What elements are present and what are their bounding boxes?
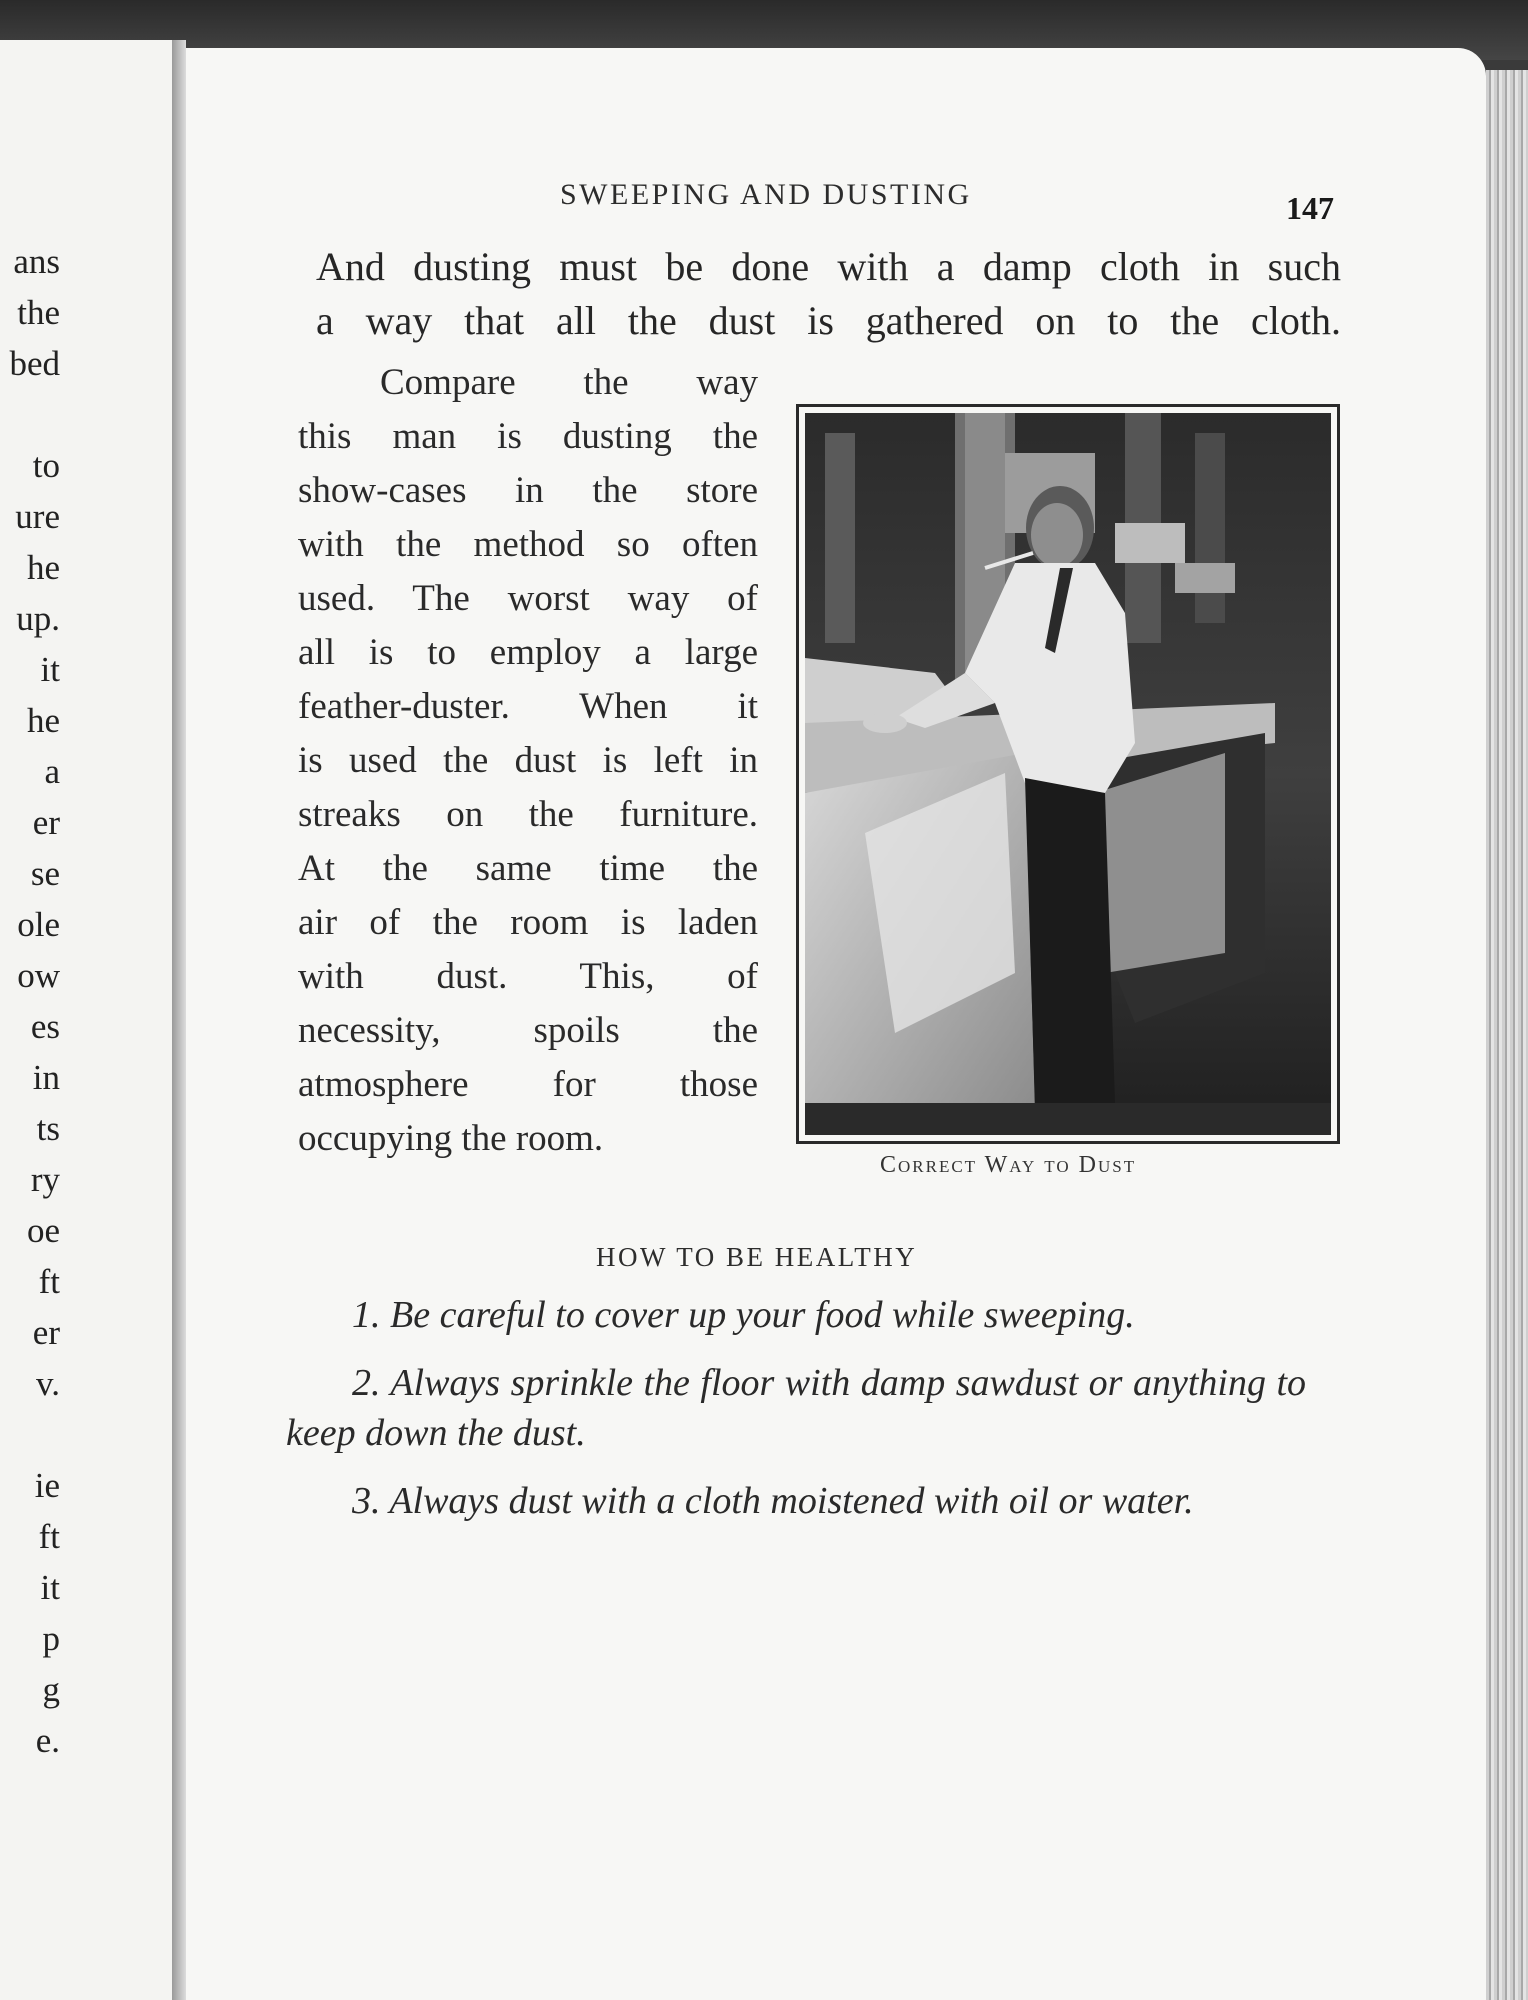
book-gutter [172,40,186,2000]
body-line: with the method so often [298,524,758,565]
facing-page-fragment: bed [9,344,60,383]
facing-page-fragment: ry [30,1160,60,1199]
section-heading: HOW TO BE HEALTHY [596,1242,918,1272]
body-line: atmosphere for those [298,1064,758,1105]
facing-page-fragment: the [17,293,60,332]
facing-page-fragment: ts [36,1109,60,1148]
facing-page-fragment: ans [13,242,60,281]
body-line: all is to employ a large [298,632,758,673]
body-line: air of the room is laden [298,902,758,943]
body-line: At the same time the [298,848,758,889]
page-edges [1486,70,1528,2000]
facing-page-fragment: ure [15,497,60,536]
intro-line: And dusting must be done with a damp cloth in such [316,244,1341,289]
body-line: this man is dusting the [298,416,758,457]
facing-page-fragment: to [32,446,60,485]
body-line: is used the dust is left in [298,740,758,781]
facing-page-fragment: er [32,1313,60,1352]
body-paragraph [298,356,758,1166]
facing-page-fragment: it [40,1568,60,1607]
facing-page-fragment: e. [35,1721,60,1760]
facing-page-fragment: er [32,803,60,842]
facing-page-fragment: in [32,1058,60,1097]
facing-page-fragment: se [30,854,60,893]
page-number: 147 [1286,190,1334,226]
facing-page-fragment: ie [34,1466,60,1505]
health-rule: 1. Be careful to cover up your food while sweeping. [352,1294,1135,1336]
facing-page-fragment: v. [36,1364,60,1403]
photograph-man-dusting-showcase [796,404,1340,1144]
facing-page-fragment: it [40,650,60,689]
facing-page-fragment: ft [38,1262,60,1301]
running-head: SWEEPING AND DUSTING [560,178,972,211]
facing-page-fragment: he [26,548,60,587]
health-rule: 2. Always sprinkle the floor with damp sawdust or anything to keep down the dust. [286,1362,1306,1454]
body-line: with dust. This, of [298,956,758,997]
body-line: show-cases in the store [298,470,758,511]
facing-page-fragment: p [42,1619,60,1658]
body-line: feather-duster. When it [298,686,758,727]
facing-page-fragment: es [30,1007,60,1046]
body-line: streaks on the furniture. [298,794,758,835]
facing-page-text [0,0,172,2000]
intro-line: a way that all the dust is gathered on to the cloth. [316,298,1341,343]
health-rule: 3. Always dust with a cloth moistened with oil or water. [352,1480,1194,1522]
facing-page-fragment: ft [38,1517,60,1556]
facing-page-fragment: ole [17,905,60,944]
figure-caption: Correct Way to Dust [880,1152,1137,1178]
facing-page-fragment: a [44,752,60,791]
facing-page-fragment: he [26,701,60,740]
body-line: occupying the room. [298,1118,604,1159]
body-line: necessity, spoils the [298,1010,758,1051]
body-line: Compare the way [380,362,758,403]
facing-page-fragment: up. [16,599,60,638]
facing-page-fragment: ow [17,956,60,995]
facing-page-fragment: g [42,1670,60,1709]
body-line: used. The worst way of [298,578,758,619]
facing-page-fragment: oe [26,1211,60,1250]
photo-image [805,413,1331,1135]
health-rules-list [286,1290,1306,1544]
